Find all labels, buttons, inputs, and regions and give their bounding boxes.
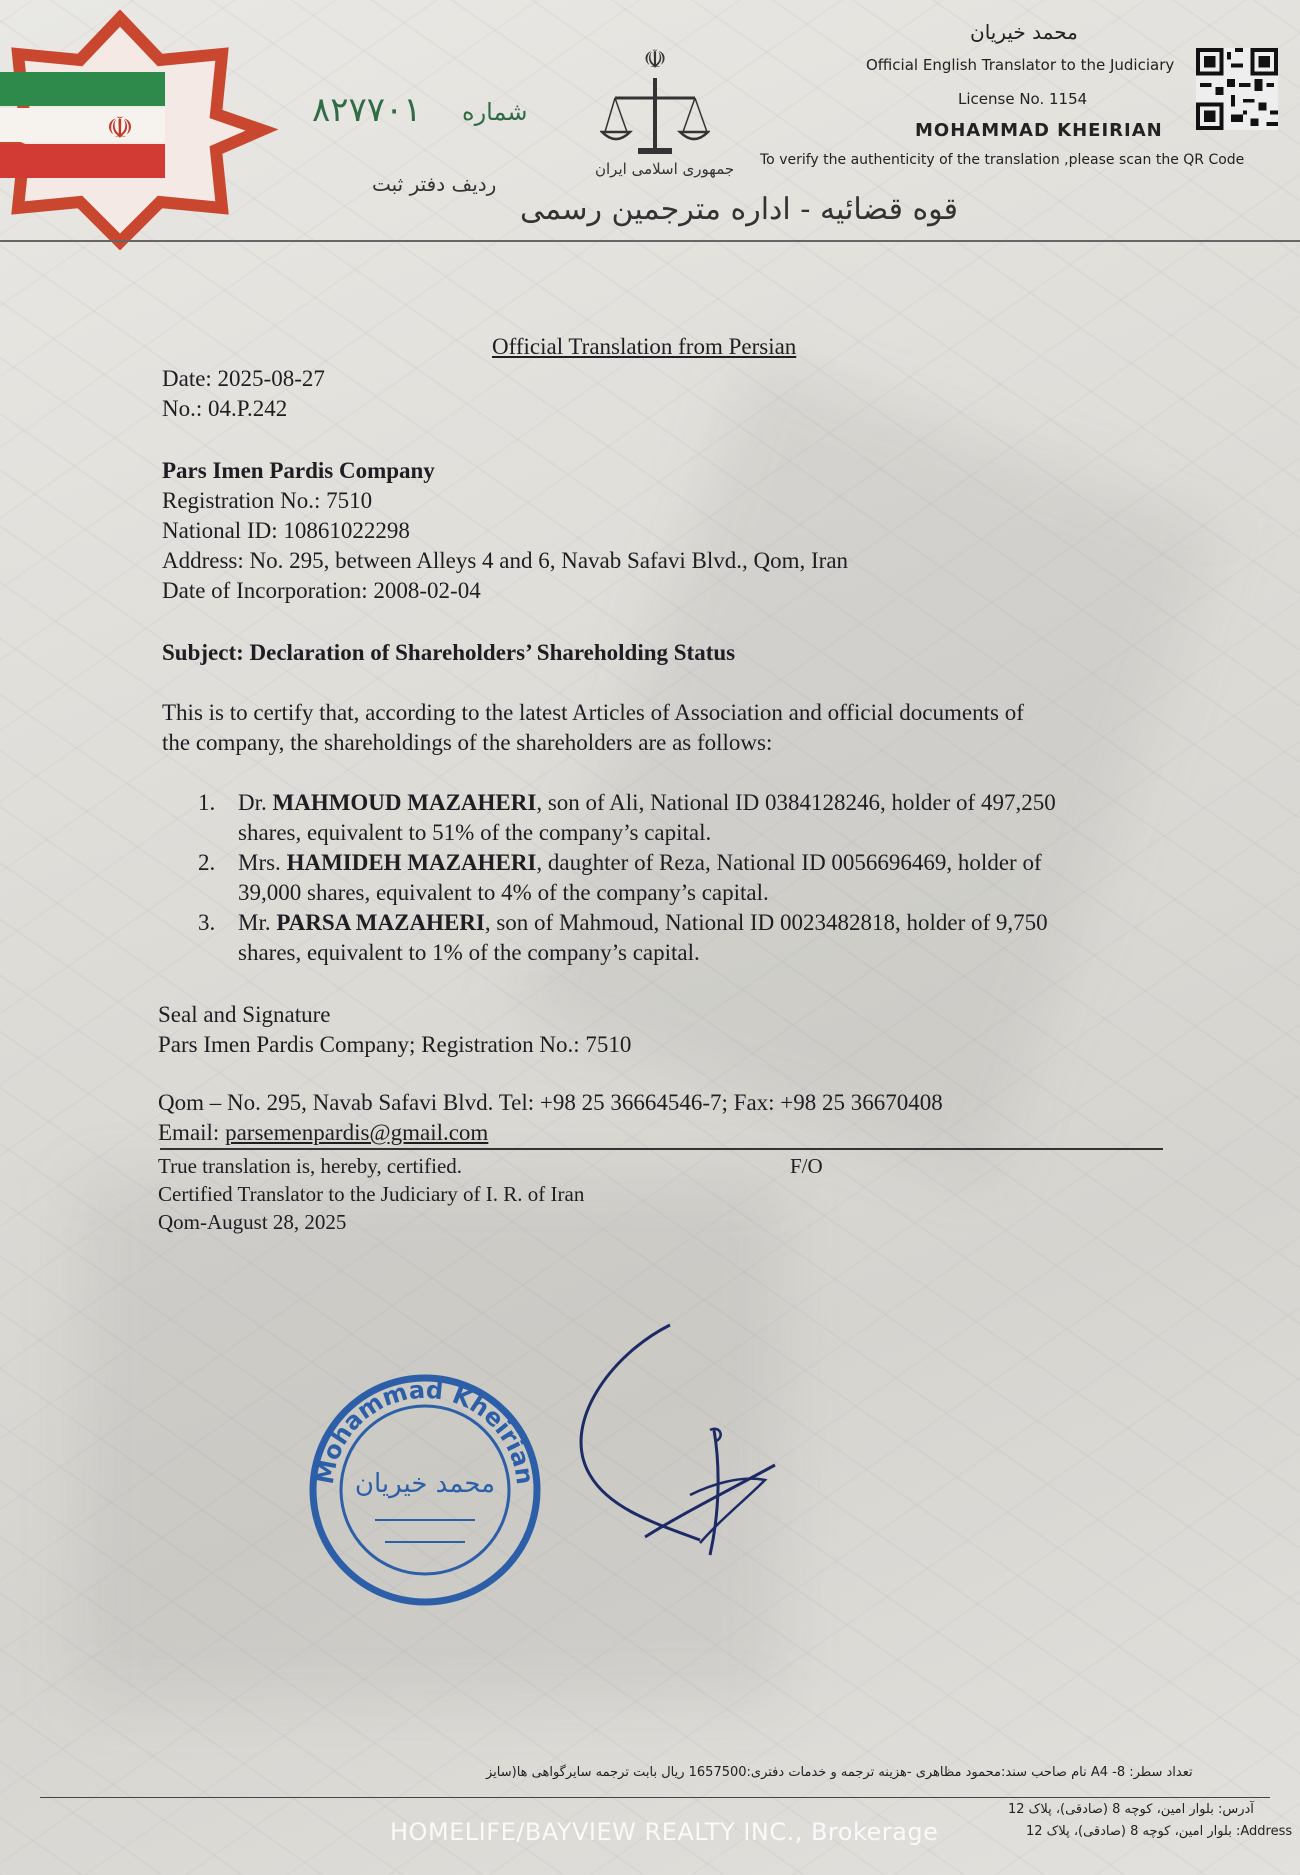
list-item-number: 1.: [198, 790, 216, 815]
translator-license: License No. 1154: [958, 90, 1088, 108]
shareholder-details: , son of Ali, National ID 0384128246, holder of 497,250: [536, 790, 1056, 815]
list-item: [238, 790, 1056, 816]
seal-label: Seal and Signature: [158, 1002, 331, 1027]
list-item-number: 2.: [198, 850, 216, 875]
verify-note: To verify the authenticity of the translation ,please scan the QR Code: [760, 152, 1245, 168]
intro-line-2: the company, the shareholdings of the shareholders are as follows:: [162, 730, 773, 755]
certification-fo: F/O: [790, 1154, 823, 1178]
shareholder-name: HAMIDEH MAZAHERI: [286, 850, 537, 875]
list-item-number: 3.: [198, 910, 216, 935]
list-item: [238, 850, 1042, 876]
footer-divider: [40, 1797, 1270, 1798]
shareholder-details: , daughter of Reza, National ID 0056696469, holder of: [536, 850, 1042, 875]
shareholder-name: MAHMOUD MAZAHERI: [272, 790, 537, 815]
svg-text:☫: ☫: [106, 111, 134, 146]
certification-line-2: Certified Translator to the Judiciary of I. R. of Iran: [158, 1182, 585, 1206]
fee-line: نام صاحب سند:محمود مظاهری -هزینه ترجمه و خدمات دفتری:1657500 ریال بابت ترجمه سایرگواهی ها(سایز A4 -تعداد سطر: 8: [486, 1765, 1193, 1780]
company-national-id: National ID: 10861022298: [162, 518, 410, 543]
svg-text:☫: ☫: [643, 45, 667, 75]
republic-caption: جمهوری اسلامی ایران: [595, 160, 735, 178]
translator-name-fa: محمد خیریان: [970, 20, 1078, 44]
email-link[interactable]: parsemenpardis@gmail.com: [225, 1120, 489, 1145]
shareholder-details: , son of Mahmoud, National ID 0023482818, holder of 9,750: [484, 910, 1048, 935]
certification-line-3: Qom-August 28, 2025: [158, 1210, 347, 1234]
stamp-inner-text: محمد خیریان: [354, 1469, 496, 1499]
translator-stamp: [305, 1370, 545, 1610]
shareholder-title: Mrs.: [238, 850, 281, 875]
intro-line-1: This is to certify that, according to the latest Articles of Association and official documents of: [162, 700, 1024, 725]
seal-company: Pars Imen Pardis Company; Registration No.: 7510: [158, 1032, 632, 1057]
photo-shadow: [515, 356, 1224, 1185]
list-item: [238, 910, 1048, 936]
shareholder-shares: 39,000 shares, equivalent to 4% of the company’s capital.: [238, 880, 769, 905]
shareholder-shares: shares, equivalent to 1% of the company’s capital.: [238, 940, 700, 965]
flag-star-emblem: [0, 10, 280, 250]
translator-name-en: MOHAMMAD KHEIRIAN: [915, 120, 1163, 141]
scales-of-justice-icon: [600, 40, 710, 180]
qr-code-icon[interactable]: [1196, 46, 1278, 132]
certification-line-1: True translation is, hereby, certified.: [158, 1154, 463, 1178]
shareholder-name: PARSA MAZAHERI: [276, 910, 485, 935]
register-row-label: ردیف دفتر ثبت: [372, 172, 497, 196]
address-fa: آدرس: بلوار امین، کوچه 8 (صادقی)، پلاک 12: [1008, 1802, 1254, 1817]
judiciary-department: قوه قضائیه - اداره مترجمین رسمی: [520, 192, 959, 227]
shareholder-title: Dr.: [238, 790, 267, 815]
stamp-outer-text: Mohammad Kheirian: [310, 1375, 540, 1487]
company-incorporation: Date of Incorporation: 2008-02-04: [162, 578, 481, 603]
header-divider: [0, 240, 1300, 242]
translator-role: Official English Translator to the Judiciary: [866, 56, 1175, 74]
company-address: Address: No. 295, between Alleys 4 and 6, Navab Safavi Blvd., Qom, Iran: [162, 548, 849, 573]
register-number-label: شماره: [462, 98, 528, 126]
document-date: Date: 2025-08-27: [162, 366, 325, 391]
email-line: [158, 1120, 488, 1146]
signature-mark: [570, 1315, 790, 1585]
company-registration: Registration No.: 7510: [162, 488, 373, 513]
shareholder-title: Mr.: [238, 910, 271, 935]
document-subject: Subject: Declaration of Shareholders’ Shareholding Status: [162, 640, 736, 665]
company-name: Pars Imen Pardis Company: [162, 458, 435, 483]
email-label: Email:: [158, 1120, 226, 1145]
certification-divider: [160, 1148, 1163, 1150]
shareholder-shares: shares, equivalent to 51% of the company’s capital.: [238, 820, 712, 845]
document-title: Official Translation from Persian: [492, 334, 797, 359]
address-en: بلوار امین، کوچه 8 (صادقی)، پلاک 12 :Address: [1026, 1824, 1293, 1839]
contact-line: Qom – No. 295, Navab Safavi Blvd. Tel: +98 25 36664546-7; Fax: +98 25 36670408: [158, 1090, 943, 1115]
brokerage-watermark: HOMELIFE/BAYVIEW REALTY INC., Brokerage: [390, 1818, 939, 1846]
document-number: No.: 04.P.242: [162, 396, 288, 421]
register-number: ۸۲۷۷۰۱: [312, 90, 422, 130]
